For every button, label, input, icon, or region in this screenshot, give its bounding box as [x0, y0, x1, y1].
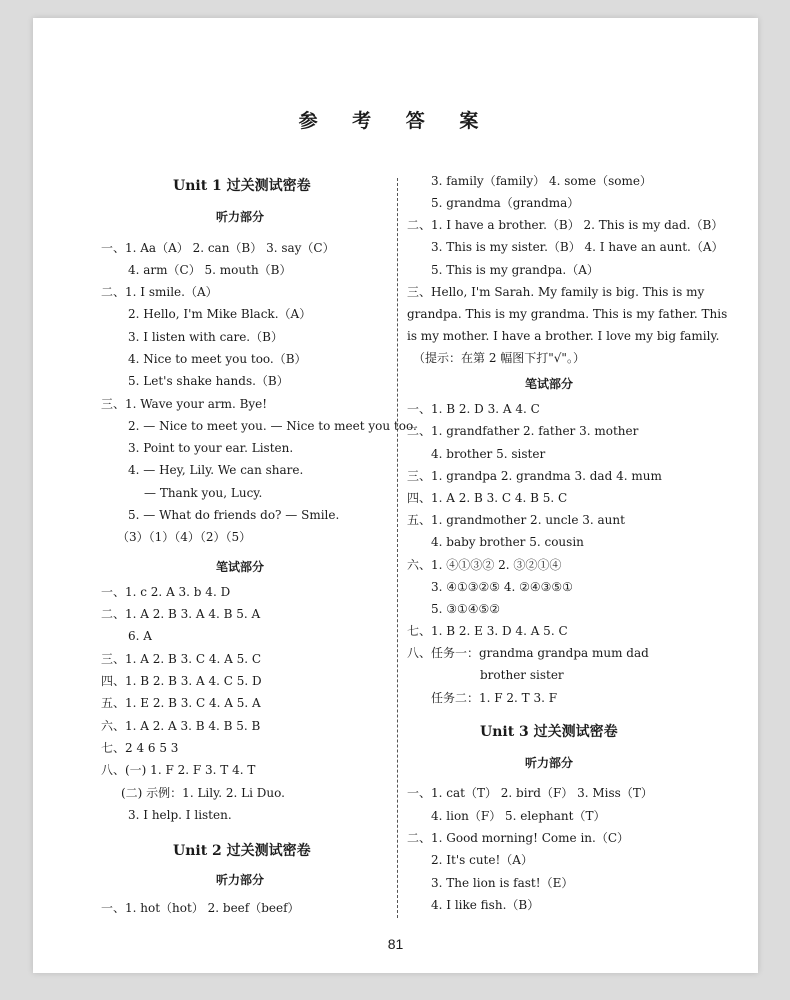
answer-line: 七、1. B 2. E 3. D 4. A 5. C: [407, 624, 568, 638]
answer-line: 3. The lion is fast!（E）: [431, 876, 574, 890]
answer-line: 八、任务一：grandma grandpa mum dad: [407, 646, 649, 660]
answer-line: 四、1. B 2. B 3. A 4. C 5. D: [101, 674, 262, 688]
answer-line: 六、1. A 2. A 3. B 4. B 5. B: [101, 719, 261, 733]
answer-line: 一、1. hot（hot） 2. beef（beef）: [101, 901, 300, 915]
answer-line: 三、1. A 2. B 3. C 4. A 5. C: [101, 652, 262, 666]
answer-line: 3. I help. I listen.: [128, 808, 232, 822]
answer-line: 六、1. ④①③② 2. ③②①④: [407, 558, 562, 572]
answer-line: 一、1. Aa（A） 2. can（B） 3. say（C）: [101, 241, 335, 255]
page-title: 参 考 答 案: [298, 110, 493, 132]
answer-line: 4. baby brother 5. cousin: [431, 535, 584, 549]
answer-line: 八、(一) 1. F 2. F 3. T 4. T: [101, 763, 256, 777]
answer-line: 2. — Nice to meet you. — Nice to meet you too.: [128, 419, 417, 433]
answer-line: 三、Hello, I'm Sarah. My family is big. This is my: [407, 285, 705, 299]
answer-line: 5. This is my grandpa.（A）: [431, 263, 599, 277]
answer-line: 5. ③①④⑤②: [431, 602, 501, 616]
answer-line: 2. Hello, I'm Mike Black.（A）: [128, 307, 312, 321]
answer-line: （提示：在第 2 幅图下打"√"。）: [413, 351, 585, 365]
answer-line: 3. family（family） 4. some（some）: [431, 174, 652, 188]
answer-line: 一、1. c 2. A 3. b 4. D: [101, 585, 231, 599]
answer-line: 4. lion（F） 5. elephant（T）: [431, 809, 606, 823]
answer-line: 二、1. grandfather 2. father 3. mother: [407, 424, 639, 438]
answer-line: 3. I listen with care.（B）: [128, 330, 283, 344]
answer-line: 4. Nice to meet you too.（B）: [128, 352, 307, 366]
unit-heading: Unit 1 过关测试密卷: [173, 178, 311, 194]
answer-line: 七、2 4 6 5 3: [101, 741, 179, 755]
section-heading: 笔试部分: [216, 560, 265, 574]
answer-line: 二、1. Good morning! Come in.（C）: [407, 831, 630, 845]
answer-line: 3. This is my sister.（B） 4. I have an aunt.（A）: [431, 240, 724, 254]
answer-line: 2. It's cute!（A）: [431, 853, 533, 867]
page-number: 81: [387, 936, 404, 952]
answer-line: 3. Point to your ear. Listen.: [128, 441, 294, 455]
section-heading: 听力部分: [525, 756, 574, 770]
answer-line: 四、1. A 2. B 3. C 4. B 5. C: [407, 491, 568, 505]
answer-line: （3）（1）（4）（2）（5）: [117, 530, 252, 544]
answer-line: (二) 示例：1. Lily. 2. Li Duo.: [121, 786, 285, 800]
answer-line: 4. arm（C） 5. mouth（B）: [128, 263, 292, 277]
answer-line: 5. Let's shake hands.（B）: [128, 374, 289, 388]
answer-line: 6. A: [128, 629, 152, 643]
answer-line: 五、1. E 2. B 3. C 4. A 5. A: [101, 696, 261, 710]
answer-line: 三、1. grandpa 2. grandma 3. dad 4. mum: [407, 469, 662, 483]
unit-heading: Unit 3 过关测试密卷: [480, 724, 618, 740]
answer-line: 一、1. cat（T） 2. bird（F） 3. Miss（T）: [407, 786, 653, 800]
unit-heading: Unit 2 过关测试密卷: [173, 843, 311, 859]
answer-line: brother sister: [480, 668, 564, 682]
answer-line: — Thank you, Lucy.: [144, 486, 263, 500]
answer-line: 三、1. Wave your arm. Bye!: [101, 397, 268, 411]
section-heading: 听力部分: [216, 873, 265, 887]
answer-line: 4. brother 5. sister: [431, 447, 546, 461]
answer-line: 5. — What do friends do? — Smile.: [128, 508, 340, 522]
column-divider: [397, 178, 398, 918]
answer-line: grandpa. This is my grandma. This is my father. This: [407, 307, 728, 321]
answer-page: [33, 18, 758, 973]
answer-line: 4. I like fish.（B）: [431, 898, 540, 912]
answer-line: 五、1. grandmother 2. uncle 3. aunt: [407, 513, 625, 527]
answer-line: 二、1. I have a brother.（B） 2. This is my dad.（B）: [407, 218, 724, 232]
answer-line: 3. ④①③②⑤ 4. ②④③⑤①: [431, 580, 573, 594]
section-heading: 笔试部分: [525, 377, 574, 391]
answer-line: 一、1. B 2. D 3. A 4. C: [407, 402, 540, 416]
section-heading: 听力部分: [216, 210, 265, 224]
answer-line: 5. grandma（grandma）: [431, 196, 580, 210]
answer-line: is my mother. I have a brother. I love my big family.: [407, 329, 720, 343]
answer-line: 4. — Hey, Lily. We can share.: [128, 463, 304, 477]
answer-line: 二、1. A 2. B 3. A 4. B 5. A: [101, 607, 261, 621]
answer-line: 二、1. I smile.（A）: [101, 285, 218, 299]
answer-line: 任务二：1. F 2. T 3. F: [431, 691, 558, 705]
